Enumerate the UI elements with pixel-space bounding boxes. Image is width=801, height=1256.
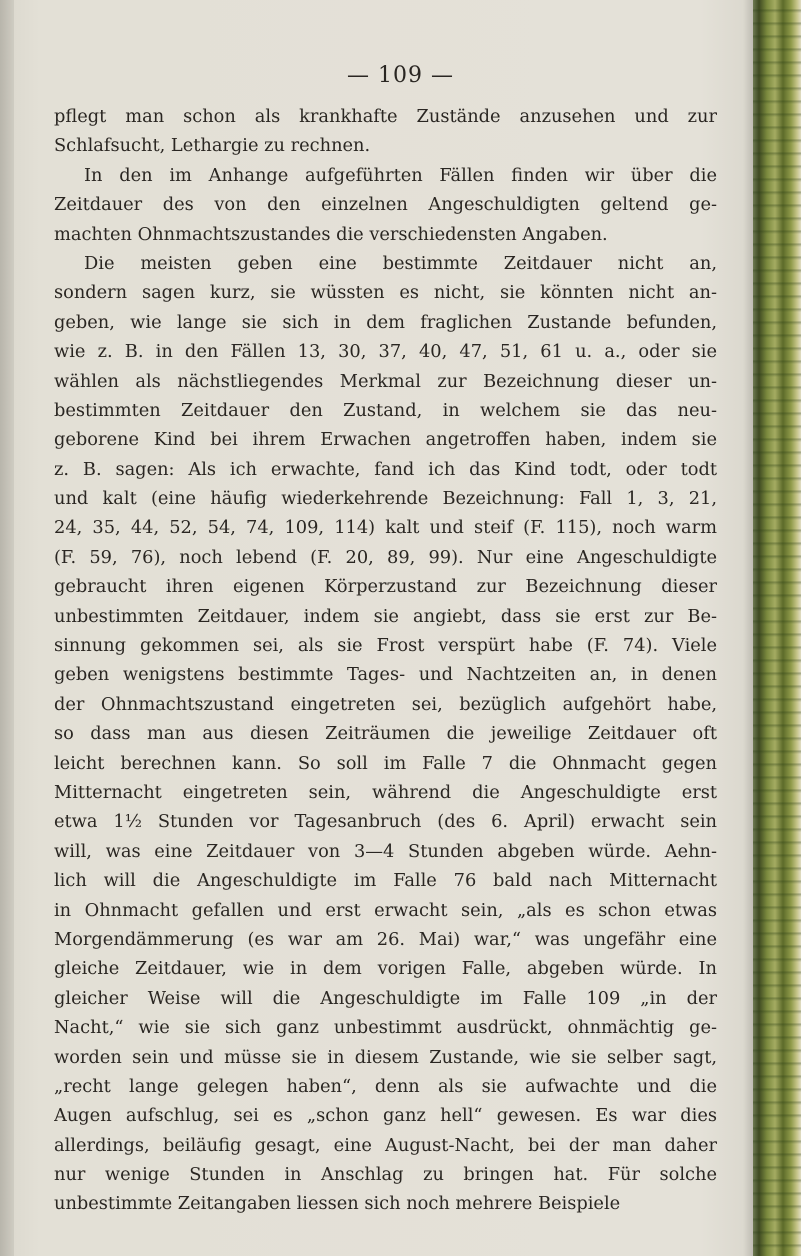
text-line: worden sein und müsse sie in diesem Zustande, wie sie selber sagt, [54, 1046, 717, 1068]
text-line: „recht lange gelegen haben“, denn als sie aufwachte und die [54, 1075, 717, 1097]
text-line: sinnung gekommen sei, als sie Frost verspürt habe (F. 74). Viele [54, 635, 717, 657]
text-line: etwa 1½ Stunden vor Tagesanbruch (des 6. April) erwacht sein [54, 811, 717, 833]
text-line: Die meisten geben eine bestimmte Zeitdauer nicht an, [84, 252, 717, 274]
text-line: bestimmten Zeitdauer den Zustand, in welchem sie das neu- [54, 399, 717, 421]
text-line: gleicher Weise will die Angeschuldigte im Falle 109 „in der [54, 987, 717, 1009]
text-line: sondern sagen kurz, sie wüssten es nicht, sie könnten nicht an- [54, 282, 717, 304]
text-line: Morgendämmerung (es war am 26. Mai) war,“ was ungefähr eine [54, 928, 717, 950]
page-number: — 109 — [347, 63, 454, 88]
page-gutter [0, 0, 14, 1256]
text-line: (F. 59, 76), noch lebend (F. 20, 89, 99). Nur eine Angeschuldigte [54, 546, 717, 568]
text-line: Zeitdauer des von den einzelnen Angeschuldigten geltend ge- [54, 194, 717, 216]
text-line: gleiche Zeitdauer, wie in dem vorigen Falle, abgeben würde. In [54, 958, 717, 980]
text-line: unbestimmte Zeitangaben liessen sich noch mehrere Beispiele [54, 1193, 621, 1215]
text-line: Nacht,“ wie sie sich ganz unbestimmt ausdrückt, ohnmächtig ge- [54, 1017, 717, 1039]
text-line: der Ohnmachtszustand eingetreten sei, bezüglich aufgehört habe, [54, 693, 717, 715]
body-text [54, 102, 717, 1219]
text-line: so dass man aus diesen Zeiträumen die jeweilige Zeitdauer oft [54, 723, 717, 745]
text-line: machten Ohnmachtszustandes die verschiedensten Angaben. [54, 223, 608, 245]
text-line: allerdings, beiläufig gesagt, eine August-Nacht, bei der man daher [54, 1134, 717, 1156]
text-line: lich will die Angeschuldigte im Falle 76 bald nach Mitternacht [54, 870, 717, 892]
text-line: 24, 35, 44, 52, 54, 74, 109, 114) kalt und steif (F. 115), noch warm [54, 517, 717, 539]
text-line: pflegt man schon als krankhafte Zustände anzusehen und zur [54, 106, 717, 127]
text-line: leicht berechnen kann. So soll im Falle 7 die Ohnmacht gegen [54, 752, 717, 774]
text-line: gebraucht ihren eigenen Körperzustand zur Bezeichnung dieser [54, 576, 717, 598]
text-line: wie z. B. in den Fällen 13, 30, 37, 40, 47, 51, 61 u. a., oder sie [54, 341, 717, 363]
text-line: Schlafsucht, Lethargie zu rechnen. [54, 135, 371, 157]
spine-shadow [743, 0, 753, 1256]
text-line: und kalt (eine häufig wiederkehrende Bezeichnung: Fall 1, 3, 21, [54, 488, 717, 510]
text-line: nur wenige Stunden in Anschlag zu bringen hat. Für solche [54, 1164, 717, 1186]
text-line: will, was eine Zeitdauer von 3—4 Stunden abgeben würde. Aehn- [54, 840, 717, 862]
text-line: geborene Kind bei ihrem Erwachen angetroffen haben, indem sie [54, 429, 717, 451]
text-line: Mitternacht eingetreten sein, während die Angeschuldigte erst [54, 781, 717, 803]
text-line: z. B. sagen: Als ich erwachte, fand ich das Kind todt, oder todt [54, 458, 717, 480]
text-line: unbestimmten Zeitdauer, indem sie angiebt, dass sie erst zur Be- [54, 605, 717, 627]
text-line: In den im Anhange aufgeführten Fällen finden wir über die [84, 164, 717, 186]
text-line: Augen aufschlug, sei es „schon ganz hell“ gewesen. Es war dies [54, 1105, 717, 1127]
book-spine-edge [753, 0, 801, 1256]
text-line: geben wenigstens bestimmte Tages- und Nachtzeiten an, in denen [54, 664, 717, 686]
text-line: wählen als nächstliegendes Merkmal zur Bezeichnung dieser un- [54, 370, 717, 392]
text-line: geben, wie lange sie sich in dem fraglichen Zustande befunden, [54, 311, 717, 333]
text-line: in Ohnmacht gefallen und erst erwacht sein, „als es schon etwas [54, 899, 717, 921]
